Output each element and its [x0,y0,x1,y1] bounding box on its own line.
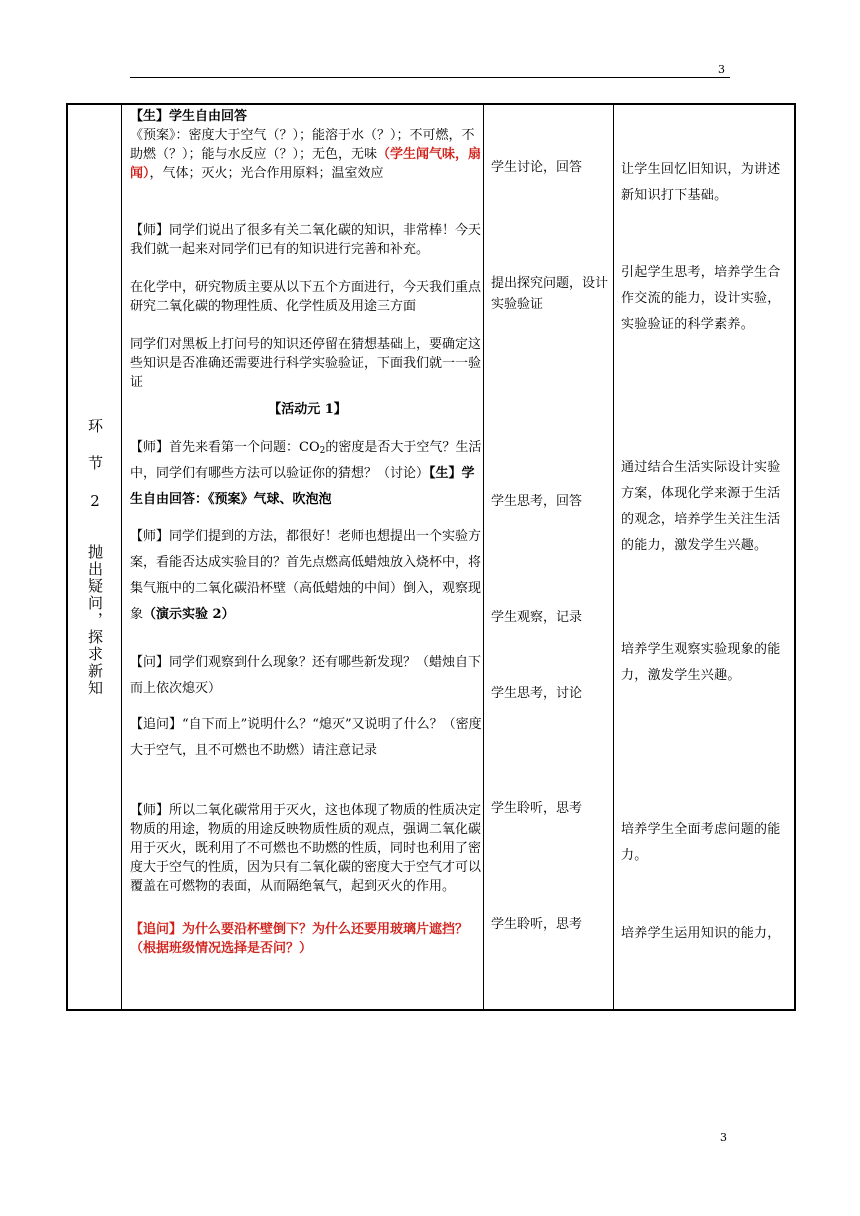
header-rule [130,77,730,78]
question-text: 【师】首先来看第一个问题：CO [130,440,320,455]
student-activity: 学生思考，讨论 [491,686,583,701]
teacher-paragraph [130,107,485,183]
preset-answers-cont: ，气体；灭火；光合作用原料；温室效应 [149,166,384,181]
design-intent: 通过结合生活实际设计实验方案，体现化学来源于生活的观念，培养学生关注生活的能力，激发学生兴趣。 [621,460,781,553]
lesson-table [66,103,796,1011]
column-divider [121,105,122,1009]
demo-experiment: （演示实验 2） [143,607,235,622]
teacher-paragraph: 【追问】“自下而上”说明什么？“熄灭”又说明了什么？（密度大于空气，且不可燃也不助燃）请注意记录 [130,717,482,758]
design-intent: 引起学生思考，培养学生合作交流的能力，设计实验，实验验证的科学素养。 [621,265,781,332]
activity-unit-title: 【活动元 1】 [268,402,347,417]
experiment-text: 【师】同学们提到的方法，都很好！老师也想提出一个实验方案，看能否达成实验目的？首先点燃高低蜡烛放入烧杯中，将集气瓶中的二氧化碳沿杯壁（高低蜡烛的中间）倒入，观察现象 [130,529,482,622]
student-answer: 【生】学生自由回答：《预案》气球、吹泡泡 [130,466,475,507]
design-intent: 培养学生观察实验现象的能力，激发学生兴趣。 [621,642,781,683]
column-divider [613,105,614,1009]
student-activity: 提出探究问题，设计实验验证 [491,276,609,312]
student-activity: 学生观察，记录 [491,610,583,625]
teacher-paragraph: 【师】同学们说出了很多有关二氧化碳的知识，非常棒！今天我们就一起来对同学们已有的知识进行完善和补充。 [130,223,482,257]
teacher-paragraph [130,524,485,628]
preset-answers: 《预案》：密度大于空气（？）；能溶于水（？）；不可燃，不助燃（？）；能与水反应（？）；无色，无味 [130,128,475,162]
design-intent: 让学生回忆旧知识，为讲述新知识打下基础。 [621,162,781,203]
student-activity: 学生思考，回答 [491,494,583,509]
stage-title: 抛出疑问，探求新知 [86,543,104,697]
header-page-number: 3 [718,63,725,76]
red-note: （学生闻气味，扇闻） [130,147,482,181]
teacher-paragraph: 【师】所以二氧化碳常用于灭火，这也体现了物质的性质决定物质的用途，物质的用途反映物质性质的观点，强调二氧化碳用于灭火，既利用了不可燃也不助燃的性质，同时也利用了密度大于空气的性质，因为只有二氧化碳的密度大于空气才可以覆盖在可燃物的表面，从而隔绝氧气，起到灭火的作用。 [130,803,482,894]
design-intent: 培养学生全面考虑问题的能力。 [621,822,781,863]
stage-label-cell [68,105,121,1009]
followup-question: 【追问】为什么要沿杯壁倒下？为什么还要用玻璃片遮挡？（根据班级情况选择是否问？） [130,922,469,956]
student-activity: 学生聆听，思考 [491,917,583,932]
question-text-cont: 的密度是否大于空气？生活中，同学们有哪些方法可以验证你的猜想？（讨论） [130,440,482,481]
student-activity: 学生聆听，思考 [491,801,583,816]
stage-number: 环 节 2 [86,417,104,512]
design-intent: 培养学生运用知识的能力， [621,926,781,941]
teacher-paragraph [130,435,485,513]
teacher-paragraph: 【问】同学们观察到什么现象？还有哪些新发现？（蜡烛自下而上依次熄灭） [130,655,482,696]
teacher-paragraph: 同学们对黑板上打问号的知识还停留在猜想基础上，要确定这些知识是否准确还需要进行科学实验验证，下面我们就一一验证 [130,337,482,390]
student-answer-heading: 【生】学生自由回答 [130,109,248,124]
student-activity: 学生讨论，回答 [491,160,583,175]
teacher-paragraph: 在化学中，研究物质主要从以下五个方面进行，今天我们重点研究二氧化碳的物理性质、化学性质及用途三方面 [130,280,482,314]
subscript: 2 [319,446,326,456]
footer-page-number: 3 [720,1131,727,1144]
